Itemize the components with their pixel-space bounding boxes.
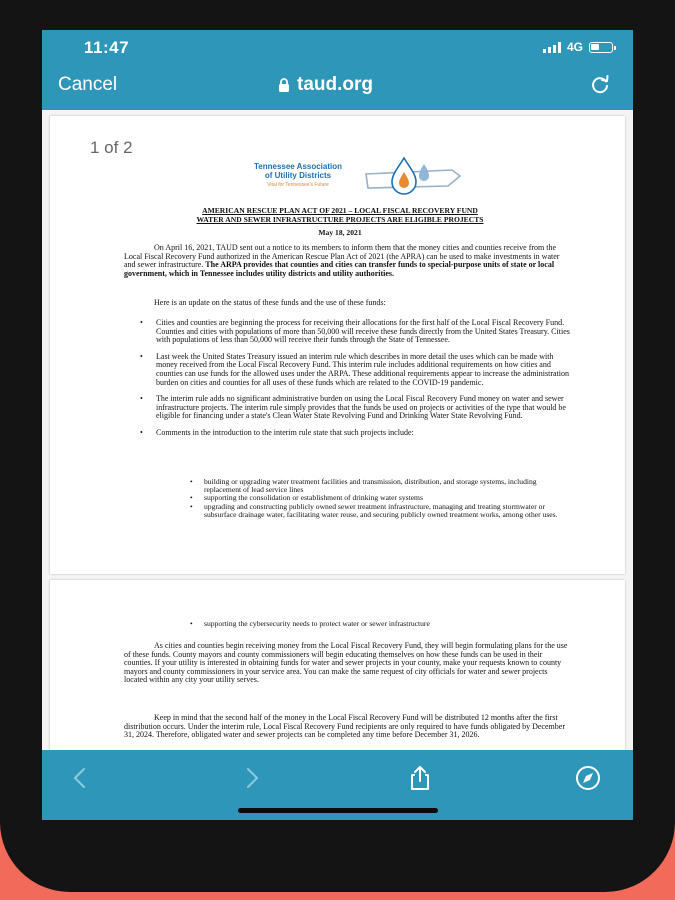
paragraph-4: Keep in mind that the second half of the money in the Local Fiscal Recovery Fund will be distributed 12 months after the first distribution occurs. Under the interim rule, Local Fiscal Recovery Fund recipients are only required to have funds obligated by December 31, 2024. Therefore, obligated water and sewer projects can be completed any time before December 31, 2026.	[124, 713, 565, 740]
page-indicator: 1 of 2	[90, 138, 133, 157]
reload-icon[interactable]	[589, 74, 611, 96]
share-icon[interactable]	[406, 764, 434, 792]
chevron-left-icon[interactable]	[66, 764, 94, 792]
paragraph-3: As cities and counties begin receiving money from the Local Fiscal Recovery Fund, they will begin formulating plans for the use of these funds. County mayors and county commissioners will begin educating themselves on how these funds can be used in their counties. If your utility is interested in obtaining funds for water and sewer projects in your county, make your requests known to county mayors and county commissioners in your service area. You can make the same request of city officials for water and sewer projects located within any city your utility serves.	[124, 641, 568, 685]
compass-icon[interactable]	[574, 764, 602, 792]
status-time: 11:47	[84, 38, 130, 57]
pdf-page-2	[50, 580, 625, 750]
signal-icon	[543, 42, 561, 53]
network-type: 4G	[566, 40, 583, 54]
list-item: • Comments in the introduction to the interim rule state that such projects include:	[140, 429, 572, 438]
document-title: AMERICAN RESCUE PLAN ACT OF 2021 – LOCAL FISCAL RECOVERY FUND WATER AND SEWER INFRASTRUCTURE PROJECTS ARE ELIGIBLE PROJECTS	[196, 206, 484, 224]
home-indicator[interactable]	[238, 808, 438, 813]
bullet-list	[140, 319, 572, 446]
pdf-viewer[interactable]	[42, 110, 633, 750]
list-item: • The interim rule adds no significant administrative burden on using the Local Fiscal Recovery Fund money on water and sewer infrastructure projects. The interim rule simply provides that the funds be used on projects or activities of the type that would be eligible for financing under a state's Clean Water State Revolving Fund and Drinking Water State Revolving Fund.	[140, 395, 572, 421]
paragraph-1: On April 16, 2021, TAUD sent out a notice to its members to inform them that the money cities and counties receive from the Local Fiscal Recovery Fund authorized in the American Rescue Plan Act of 2021 (the APRA) can be used to make investments in water and sewer infrastructure. The ARPA provides that counties and cities can transfer funds to special-purpose units of state or local government, which in Tennessee includes utility districts and utility authorities.	[124, 243, 560, 278]
list-item: • upgrading and constructing publicly owned sewer treatment infrastructure, managing and treating stormwater or subsurface drainage water, facilitating water reuse, and securing publicly owned treatment works, among other uses.	[190, 503, 570, 519]
cancel-button[interactable]: Cancel	[58, 74, 118, 95]
list-item: • supporting the cybersecurity needs to protect water or sewer infrastructure	[190, 620, 604, 629]
document-date: May 18, 2021	[318, 228, 362, 237]
status-indicators	[543, 40, 613, 54]
tennessee-drop-logo-icon	[364, 156, 464, 202]
list-item: • supporting the consolidation or establishment of drinking water systems	[190, 494, 570, 502]
taud-logo	[224, 156, 464, 202]
battery-icon	[589, 42, 613, 53]
logo-line2: of Utility Districts	[264, 171, 332, 180]
chevron-right-icon[interactable]	[238, 764, 266, 792]
logo-tagline: Vital for Tennessee's Future	[267, 182, 329, 188]
lock-icon	[278, 78, 290, 93]
screen	[42, 30, 633, 820]
list-item: • Cities and counties are beginning the process for receiving their allocations for the first half of the Local Fiscal Recovery Fund. Counties and cities with populations of more than 50,000 will receive these funds directly from the United States Treasury. Cities with populations of less than 50,000 will receive their funds through the State of Tennessee.	[140, 319, 572, 345]
url-text: taud.org	[297, 74, 373, 95]
logo-line1: Tennessee Association	[253, 162, 343, 171]
pdf-page-1	[50, 116, 625, 574]
url-bar[interactable]	[278, 74, 373, 96]
paragraph-2: Here is an update on the status of these funds and the use of these funds:	[154, 298, 386, 307]
list-item: • Last week the United States Treasury issued an interim rule which describes in more detail the uses which can be made with money received from the Local Fiscal Recovery Fund. This interim rule includes additional requirements on how cities and counties can use funds for the allowed uses under the ARPA. These additional requirements appear to increase the administration burden on cities and counties for all uses of these funds which are related to the COVID-19 pandemic.	[140, 353, 572, 387]
list-item: • building or upgrading water treatment facilities and transmission, distribution, and storage systems, including replacement of lead service lines	[190, 478, 570, 494]
sub-bullet-list	[190, 478, 570, 519]
browser-top-bar	[42, 30, 633, 110]
